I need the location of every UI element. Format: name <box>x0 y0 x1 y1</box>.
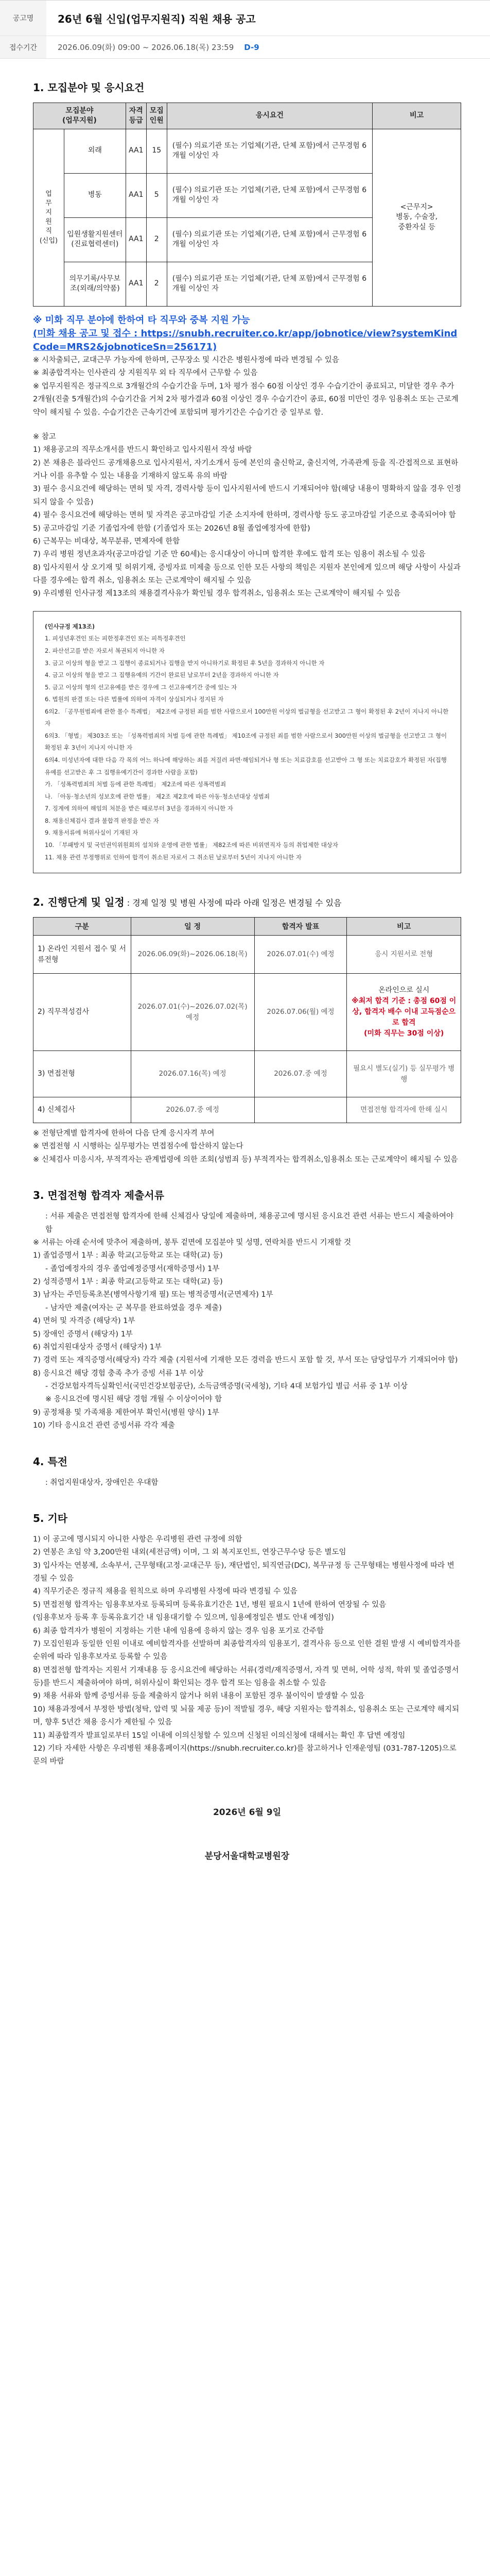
grade-cell: AA1 <box>126 262 146 306</box>
recruitment-table <box>33 103 461 307</box>
documents-line: : 서류 제출은 면접전형 합격자에 한해 신체검사 당일에 제출하며, 채용공고에 명시된 응시요건 관련 서류는 반드시 제출하여야 함 <box>45 1212 453 1234</box>
table-row <box>33 936 461 974</box>
others-line: 5) 면접전형 합격자는 임용후보자로 등록되며 등록유효기간은 1년, 병원 필요시 1년에 한하여 연장될 수 있음 <box>33 1600 387 1609</box>
documents-line: ※ 응시요건에 명시된 해당 경험 개월 수 이상이어야 함 <box>45 1395 222 1404</box>
box-line: 5. 금고 이상의 형의 선고유예를 받은 경우에 그 선고유예기간 중에 있는 자 <box>45 683 237 691</box>
result-cell: 2026.07.중 예정 <box>254 1051 347 1097</box>
step-cell: 4) 신체검사 <box>33 1097 131 1123</box>
others-line: 4) 직무기준은 정규직 채용을 원칙으로 하며 우리병원 사정에 따라 변경될 수 있음 <box>33 1587 297 1596</box>
note-line: ※ 시차출퇴근, 교대근무 가능자에 한하며, 근무장소 및 시간은 병원사정에 따라 변경될 수 있음 <box>33 356 339 365</box>
others-line: 2) 연봉은 초임 약 3,200만원 내외(세전금액) 이며, 그 외 복지포인트, 연장근무수당 등은 별도임 <box>33 1548 346 1557</box>
documents-line: 6) 취업지원대상자 증명서 (해당자) 1부 <box>33 1343 162 1351</box>
schedule-note: ※ 면접전형 시 시행하는 실무평가는 면접점수에 합산하지 않는다 <box>33 1142 243 1151</box>
issuing-organization: 분당서울대학교병원장 <box>204 1851 290 1861</box>
documents-line: 1) 졸업증명서 1부 : 최종 학교(고등학교 또는 대학(교) 등) <box>33 1251 223 1260</box>
documents-line: - 남자만 제출(여자는 군 복무를 완료하였을 경우 제출) <box>45 1303 222 1312</box>
grade-cell: AA1 <box>126 129 146 173</box>
box-line: 3. 금고 이상의 형을 받고 그 집행이 종료되거나 집행을 받지 아니하기로 확정된 후 5년을 경과하지 아니한 자 <box>45 659 325 667</box>
count-cell: 2 <box>146 262 167 306</box>
box-line: 6. 법원의 판결 또는 다른 법률에 의하여 자격이 상실되거나 정지된 자 <box>45 696 224 703</box>
box-line: 6의2. 「공무원범죄에 관한 몰수 특례법」 제2조에 규정된 죄를 범한 사람으로서 100만원 이상의 벌금형을 선고받고 그 형이 확정된 후 2년이 지나지 아니한 자 <box>45 707 449 727</box>
th-date: 일 정 <box>131 918 254 936</box>
th-result: 합격자 발표 <box>254 918 347 936</box>
documents-line: 5) 장애인 증명서 (해당자) 1부 <box>33 1330 133 1338</box>
documents-line: 4) 면허 및 자격증 (해당자) 1부 <box>33 1317 135 1326</box>
schedule-title: 2. 진행단계 및 일정 <box>33 896 125 909</box>
documents-line: 8) 응시요건 해당 경험 충족 추가 증빙 서류 1부 이상 <box>33 1369 204 1378</box>
documents-line: 3) 남자는 주민등록초본(병역사항기재 필) 또는 병적증명서(군면제자) 1부 <box>33 1291 273 1299</box>
date-cell: 2026.07.16(목) 예정 <box>131 1051 254 1097</box>
date-cell: 2026.07.중 예정 <box>131 1097 254 1123</box>
reference-title: ※ 참고 <box>33 432 56 441</box>
others-line: 12) 기타 자세한 사항은 우리병원 채용홈페이지(https://snubh.recruiter.co.kr)를 참고하거나 인재운영팀 (031-787-1205)으로 문의 바람 <box>33 1744 457 1766</box>
reference-item: 9) 우리병원 인사규정 제13조의 채용결격사유가 확인될 경우 합격취소, 임용취소 또는 근로계약이 해지될 수 있음 <box>33 589 401 598</box>
step-cell: 1) 온라인 지원서 접수 및 서류전형 <box>33 936 131 974</box>
others-line: 11) 최종합격자 발표일로부터 15일 이내에 이의신청할 수 있으며 신청된 이의신청에 대해서는 확인 후 답변 예정임 <box>33 1731 406 1740</box>
grade-cell: AA1 <box>126 217 146 262</box>
grade-cell: AA1 <box>126 173 146 217</box>
others-line: (임용후보자 등록 후 등록유효기간 내 임용대기할 수 있으며, 임용예정일은 별도 안내 예정임) <box>33 1614 334 1622</box>
step-cell: 2) 직무적성검사 <box>33 974 131 1051</box>
qual-cell: (필수) 의료기관 또는 기업체(기관, 단체 포함)에서 근무경험 6개월 이상인 자 <box>167 217 372 262</box>
others-line: 3) 입사자는 연봉제, 소속부서, 근무형태(고정·교대근무 등), 재단법인, 퇴직연금(DC), 복무규정 등 근무형태는 병원사정에 따라 변경될 수 있음 <box>33 1561 454 1583</box>
note-cell <box>347 974 461 1051</box>
result-cell: 2026.07.06(월) 예정 <box>254 974 347 1051</box>
documents-line: 2) 성적증명서 1부 : 최종 학교(고등학교 또는 대학(교) 등) <box>33 1278 223 1286</box>
th-count: 모집인원 <box>146 103 167 129</box>
documents-line: - 건강보험자격득실확인서(국민건강보험공단), 소득금액증명(국세청), 기타 4대 보험가입 별급 서류 중 1부 이상 <box>45 1382 408 1391</box>
count-cell: 15 <box>146 129 167 173</box>
box-line: 2. 파산선고를 받은 자로서 복권되지 아니한 자 <box>45 647 165 654</box>
note-cell: 면접전형 합격자에 한해 실시 <box>347 1097 461 1123</box>
notice-date: 2026년 6월 9일 <box>213 1807 282 1818</box>
notice-period-row <box>0 36 490 59</box>
box-line: 나. 「아동·청소년의 성보호에 관한 법률」 제2조 제2호에 따른 아동·청소년대상 성범죄 <box>45 792 270 800</box>
note-line: ※ 업무지원직은 정규직으로 3개월간의 수습기간을 두며, 1차 평가 점수 60점 이상인 경우 수습기간이 종료되고, 미달한 경우 추가 2개월(진출 5개월간)의 수습기간을 거쳐 2차 평가결과 60점 이상인 경우 수습기간이 종료, 60점 미만인 경우 임용취소 또는 근로계약이 해지될 수 있음. 수습기간은 근속기간에 포함되며 평가기간은 수습기간 중 일부로 함. <box>33 382 459 417</box>
box-line: 6의3. 「형법」 제303조 또는 「성폭력범죄의 처벌 등에 관한 특례법」 제10조에 규정된 죄를 범한 사람으로서 300만원 이상의 벌금형을 선고받고 그 형이 확정된 후 3년이 지나지 아니한 자 <box>45 732 447 752</box>
notice-period-label: 접수기간 <box>0 36 46 58</box>
date-cell: 2026.07.01(수)~2026.07.02(목) 예정 <box>131 974 254 1051</box>
box-line: 8. 채용신체검사 결과 불합격 판정을 받은 자 <box>45 817 159 824</box>
reference-item: 4) 필수 응시요건에 해당하는 면허 및 자격은 공고마감일 기준 소지자에 한하며, 경력사항 등도 공고마감일 기준으로 충족되어야 함 <box>33 511 456 520</box>
result-cell <box>254 1097 347 1123</box>
section-title-documents: 3. 면접전형 합격자 제출서류 <box>33 1189 164 1202</box>
schedule-table <box>33 917 461 1123</box>
schedule-note: ※ 신체검사 미응시자, 부적격자는 관계법령에 의한 조회(성범죄 등) 부적격자는 합격취소,임용취소 또는 근로계약이 해지될 수 있음 <box>33 1155 458 1164</box>
section-title-schedule <box>33 894 461 909</box>
documents-line: ※ 서류는 아래 순서에 맞추어 제출하며, 봉투 겉면에 모집분야 및 성명, 연락처를 반드시 기재할 것 <box>33 1238 352 1247</box>
documents-line: - 졸업예정자의 경우 졸업예정증명서(재학증명서) 1부 <box>45 1264 220 1273</box>
notice-title-row <box>0 0 490 36</box>
th-grade: 자격등급 <box>126 103 146 129</box>
table-row <box>33 1097 461 1123</box>
reference-item: 7) 우리 병원 정년초과자(공고마감일 기준 만 60세)는 응시대상이 아니며 합격한 후에도 합격 또는 임용이 취소될 수 있음 <box>33 550 426 559</box>
result-cell: 2026.07.01(수) 예정 <box>254 936 347 974</box>
reference-item: 6) 근복무는 비대상, 복무분류, 면제자에 한함 <box>33 537 180 546</box>
schedule-note: ※ 전형단계별 합격자에 한하여 다음 단계 응시자격 부여 <box>33 1129 215 1138</box>
box-line: 6의4. 미성년자에 대한 다음 각 목의 어느 하나에 해당하는 죄를 저질러 파면·해임되거나 형 또는 치료감호를 선고받아 그 형 또는 치료감호가 확정된 자(집행유예를 선고받은 후 그 집행유예기간이 경과한 사람을 포함) <box>45 756 447 776</box>
cleaning-min-score-note: (미화 직무는 30점 이상) <box>364 1029 444 1038</box>
others-line: 10) 채용과정에서 부정한 방법(청탁, 압력 및 뇌물 제공 등)이 적발될 경우, 해당 지원자는 합격취소, 임용취소 또는 근로계약 해지되며, 향후 5년간 채용 응시가 제한될 수 있음 <box>33 1705 459 1727</box>
note-text: 온라인으로 실시 <box>378 986 430 995</box>
table-row <box>33 1051 461 1097</box>
section-title-others: 5. 기타 <box>33 1512 68 1524</box>
step-cell: 3) 면접전형 <box>33 1051 131 1097</box>
field-cell: 입원생활지원센터(진료협력센터) <box>64 217 126 262</box>
notice-title: 26년 6월 신입(업무지원직) 직원 채용 공고 <box>58 12 256 25</box>
documents-line: 10) 기타 응시요건 관련 증빙서류 각각 제출 <box>33 1421 175 1430</box>
note-cell: 응시 지원서로 전형 <box>347 936 461 974</box>
notice-body <box>0 59 490 1882</box>
notice-title-label: 공고명 <box>0 1 46 36</box>
qual-cell: (필수) 의료기관 또는 기업체(기관, 단체 포함)에서 근무경험 6개월 이상인 자 <box>167 129 372 173</box>
box-line: 9. 채용서류에 허위사실이 기재된 자 <box>45 829 138 837</box>
th-note: 비고 <box>347 918 461 936</box>
section-title-recruitment: 1. 모집분야 및 응시요건 <box>33 81 145 94</box>
cleaning-notice-link[interactable]: (미화 채용 공고 및 접수 : https://snubh.recruiter.co.kr/app/jobnotice/view?systemKindCode=MRS2&jobnoticeSn=256171) <box>33 328 458 352</box>
box-line: 1. 피성년후견인 또는 피한정후견인 또는 피특정후견인 <box>45 635 186 642</box>
table-row <box>33 974 461 1051</box>
field-cell: 병동 <box>64 173 126 217</box>
others-line: 7) 모집인원과 동일한 인원 이내로 예비합격자를 선발하며 최종합격자의 임용포기, 결격사유 등으로 인한 결원 발생 시 예비합격자를 순위에 따라 임용후보자로 등록할 수 있음 <box>33 1639 461 1662</box>
remark-cell: <근무지> 병동, 수술장, 중환자실 등 <box>373 129 461 306</box>
reference-item: 1) 채용공고의 직무소개서를 반드시 확인하고 입사지원서 작성 바람 <box>33 446 252 454</box>
reference-item: 2) 본 채용은 블라인드 공개채용으로 입사지원서, 자기소개서 등에 본인의 출신학교, 출신지역, 가족관계 등을 직·간접적으로 표현하거나 이를 유추할 수 있는 내용을 기재하지 않도록 유의 바람 <box>33 459 459 481</box>
qual-cell: (필수) 의료기관 또는 기업체(기관, 단체 포함)에서 근무경험 6개월 이상인 자 <box>167 173 372 217</box>
note-cell: 필요시 별도(실기) 등 실무평가 병행 <box>347 1051 461 1097</box>
job-group: 업 무 지 원 직 (신입) <box>33 129 64 306</box>
cleaning-duplicate-note: ※ 미화 직무 분야에 한하여 타 직무와 중복 지원 가능 <box>33 314 250 326</box>
reference-item: 5) 공고마감일 기준 기졸업자에 한함 (기졸업자 또는 2026년 8월 졸업예정자에 한함) <box>33 524 310 533</box>
box-title: (인사규정 제13조) <box>45 622 95 630</box>
note-line: ※ 최종합격자는 인사관리 상 지원직무 외 타 직무에서 근무할 수 있음 <box>33 369 258 378</box>
dday-badge: D-9 <box>244 42 259 52</box>
disqualification-box <box>33 611 461 873</box>
date-cell: 2026.06.09(화)~2026.06.18(목) <box>131 936 254 974</box>
th-field: 모집분야 (업무지원) <box>33 103 126 129</box>
count-cell: 2 <box>146 217 167 262</box>
box-line: 4. 금고 이상의 형을 받고 그 집행유예의 기간이 완료된 날로부터 2년을 경과하지 아니한 자 <box>45 671 279 679</box>
section-title-benefits: 4. 특전 <box>33 1455 68 1468</box>
others-line: 6) 최종 합격자가 병원이 지정하는 기한 내에 임용에 응하지 않는 경우 임용 포기로 간주함 <box>33 1626 324 1635</box>
count-cell: 5 <box>146 173 167 217</box>
documents-line: 7) 경력 또는 재직증명서(해당자) 각각 제출 (지원서에 기재한 모든 경력을 반드시 포함 할 것, 부서 또는 담당업무가 기재되어야 함) <box>33 1356 458 1365</box>
th-step: 구분 <box>33 918 131 936</box>
others-line: 1) 이 공고에 명시되지 아니한 사항은 우리병원 관련 규정에 의함 <box>33 1535 242 1544</box>
box-line: 10. 「부패방지 및 국민권익위원회의 설치와 운영에 관한 법률」 제82조에 따른 비위면직자 등의 취업제한 대상자 <box>45 841 339 849</box>
qual-cell: (필수) 의료기관 또는 기업체(기관, 단체 포함)에서 근무경험 6개월 이상인 자 <box>167 262 372 306</box>
th-qual: 응시요건 <box>167 103 372 129</box>
box-line: 11. 채용 관련 부정행위로 인하여 합격이 취소된 자로서 그 취소된 날로부터 5년이 지나지 아니한 자 <box>45 853 302 861</box>
field-cell: 의무기록/사무보조(외래/의약품) <box>64 262 126 306</box>
documents-line: 9) 공정채용 및 가족채용 제한여부 확인서(병원 양식) 1부 <box>33 1408 219 1417</box>
field-cell: 외래 <box>64 129 126 173</box>
min-score-note: ※최저 합격 기준 : 총점 60점 이상, 합격자 배수 이내 고득점순으로 합격 <box>352 997 457 1027</box>
reference-item: 8) 입사지원서 상 오기재 및 허위기재, 증빙자료 미제출 등으로 인한 모든 사항의 책임은 지원자 본인에게 있으며 해당 사항이 사실과 다를 경우에는 합격 취소, 임용취소 또는 근로계약이 해지될 수 있음 <box>33 563 461 585</box>
table-row <box>33 129 461 173</box>
others-line: 8) 면접전형 합격자는 지원서 기재내용 등 응시요건에 해당하는 서류(경력/재직증명서, 자격 및 면허, 어학 성적, 학위 및 졸업증명서 등)를 반드시 제출하여야 하며, 허위사실이 확인되는 경우 합격 또는 임용을 취소할 수 있음 <box>33 1666 459 1688</box>
reference-item: 3) 필수 응시요건에 해당하는 면허 및 자격, 경력사항 등이 입사지원서에 반드시 기재되어야 함(해당 내용이 명확하지 않을 경우 인정되지 않을 수 있음) <box>33 485 461 506</box>
benefits-line: : 취업지원대상자, 장애인은 우대함 <box>45 1478 159 1487</box>
others-line: 9) 채용 서류와 함께 증빙서류 등을 제출하지 않거나 허위 내용이 포함된 경우 불이익이 발생할 수 있음 <box>33 1692 365 1701</box>
schedule-subtitle: : 경제 일정 및 병원 사정에 따라 아래 일정은 변경될 수 있음 <box>124 898 342 908</box>
box-line: 7. 징계에 의하여 해임의 처분을 받은 때로부터 3년을 경과하지 아니한 자 <box>45 805 233 812</box>
notice-period: 2026.06.09(화) 09:00 ~ 2026.06.18(목) 23:59 <box>58 43 234 52</box>
th-remark: 비고 <box>373 103 461 129</box>
box-line: 가. 「성폭력범죄의 처벌 등에 관한 특례법」 제2조에 따른 성폭력범죄 <box>45 781 226 788</box>
